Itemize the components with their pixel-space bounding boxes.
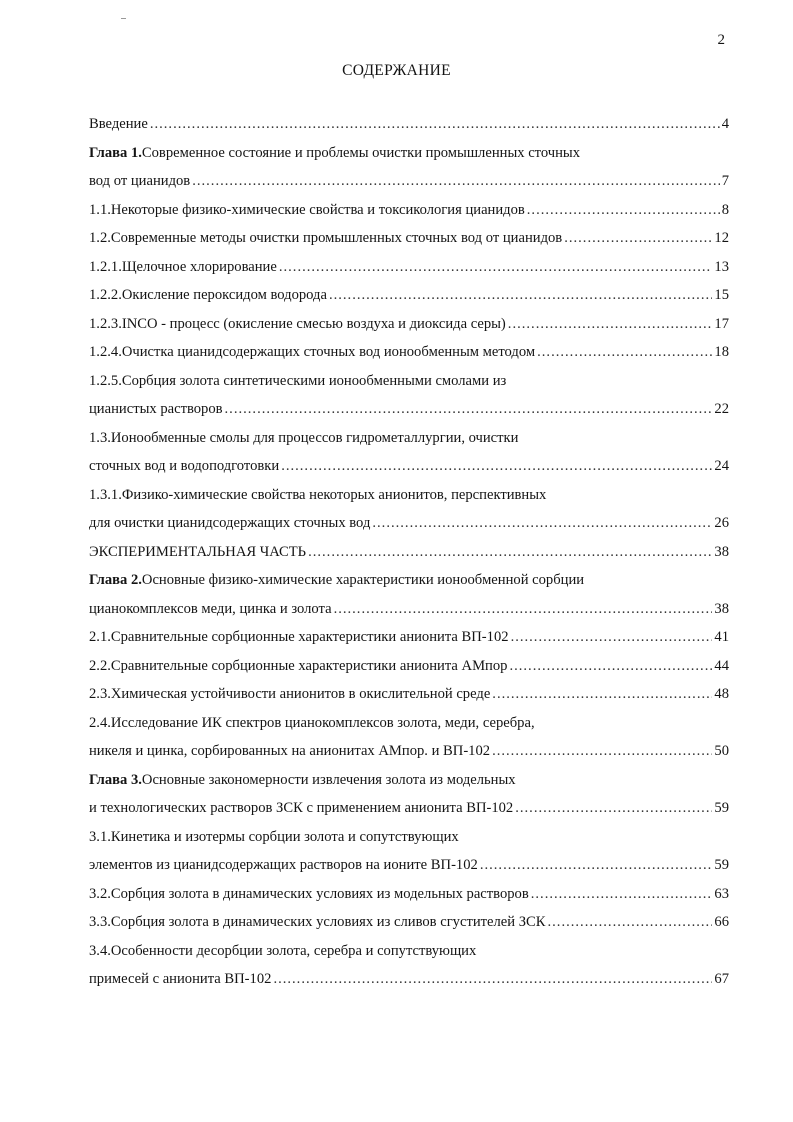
toc-entry: [89, 601, 729, 630]
toc-entry: [89, 772, 729, 801]
dot-leader: [509, 658, 712, 675]
toc-entry: [89, 202, 729, 231]
page-title: СОДЕРЖАНИЕ: [342, 62, 451, 79]
toc-entry-title: 1.2.4.Очистка цианидсодержащих сточных вод ионообменным методом: [89, 344, 536, 360]
toc-page-number: 38: [714, 543, 729, 560]
toc-entry: [89, 230, 729, 259]
toc-entry: [89, 743, 729, 772]
toc-page-number: 59: [714, 800, 729, 816]
toc-entry: [89, 544, 729, 573]
toc-entry: [89, 943, 729, 972]
toc-entry-title: 1.2.Современные методы очистки промышленных сточных вод от цианидов: [89, 230, 563, 246]
toc-entry: [89, 800, 729, 829]
toc-page-number: 24: [714, 458, 729, 474]
toc-entry: [89, 629, 729, 658]
toc-entry-text: [89, 515, 370, 532]
toc-entry-title: 2.4.Исследование ИК спектров цианокомплексов золота, меди, серебра,: [89, 714, 535, 731]
dot-leader: [564, 230, 712, 247]
toc-entry-title: примесей с анионита ВП-102: [89, 971, 272, 987]
toc-entry: [89, 487, 729, 516]
dot-leader: [192, 173, 720, 190]
toc-entry: [89, 259, 729, 288]
toc-entry-title: вод от цианидов: [89, 173, 191, 189]
toc-page-number: 63: [714, 885, 729, 902]
toc-page-number: 7: [721, 173, 729, 189]
toc-entry: [89, 373, 729, 402]
dot-leader: [515, 800, 712, 817]
toc-entry-text: [89, 800, 513, 817]
dot-leader: [281, 458, 712, 475]
toc-entry-title: ЭКСПЕРИМЕНТАЛЬНАЯ ЧАСТЬ: [89, 543, 307, 560]
toc-entry-text: [89, 173, 190, 190]
toc-entry: [89, 686, 729, 715]
toc-entry: [89, 145, 729, 174]
chapter-label: Глава 1.: [89, 144, 142, 161]
toc-entry-text: [89, 430, 518, 447]
dot-leader: [492, 686, 712, 703]
toc-entry-text: [89, 202, 525, 219]
toc-entry-title: и технологических растворов ЗСК с применением анионита ВП-102: [89, 800, 514, 816]
toc-entry: [89, 344, 729, 373]
toc-page-number: 48: [714, 686, 729, 702]
toc-page-number: 22: [714, 401, 729, 417]
toc-page-number: 12: [714, 230, 729, 246]
toc-entry-title: Основные физико-химические характеристики ионообменной сорбции: [141, 572, 585, 588]
toc-entry: [89, 715, 729, 744]
toc-entry-text: [89, 943, 476, 960]
toc-entry-text: [89, 772, 516, 789]
toc-entry-text: [89, 145, 580, 162]
toc-entry-title: 3.1.Кинетика и изотермы сорбции золота и сопутствующих: [89, 828, 459, 845]
dot-leader: [527, 202, 720, 219]
page-number: 2: [717, 32, 725, 48]
toc-page-number: 59: [714, 857, 729, 873]
dot-leader: [492, 743, 712, 760]
toc-entry-text: [89, 259, 277, 276]
toc-page-number: 15: [714, 287, 729, 303]
toc-entry-title: 1.1.Некоторые физико-химические свойства и токсикология цианидов: [89, 201, 525, 218]
toc-entry: [89, 886, 729, 915]
dot-leader: [511, 629, 713, 646]
toc-entry-title: 1.2.3.INCO - процесс (окисление смесью воздуха и диоксида серы): [89, 315, 506, 332]
toc-entry-text: [89, 914, 546, 931]
toc-entry-title: 2.3.Химическая устойчивости анионитов в окислительной среде: [89, 686, 491, 702]
toc-page-number: 66: [714, 914, 729, 930]
toc-entry: [89, 971, 729, 1000]
toc-entry-text: [89, 230, 562, 247]
scan-mark: [121, 18, 126, 19]
dot-leader: [537, 344, 712, 361]
toc-entry-text: [89, 544, 306, 561]
toc-entry-text: [89, 886, 529, 903]
toc-page-number: 13: [714, 258, 729, 275]
toc-entry: [89, 116, 729, 145]
toc-entry-text: [89, 373, 506, 390]
toc-entry-text: [89, 857, 478, 874]
toc-entry: [89, 458, 729, 487]
dot-leader: [480, 857, 713, 874]
toc-entry-title: 3.2.Сорбция золота в динамических условиях из модельных растворов: [89, 885, 529, 902]
chapter-label: Глава 3.: [89, 771, 142, 788]
toc-entry-text: [89, 601, 332, 618]
toc-entry-title: 3.3.Сорбция золота в динамических условиях из сливов сгустителей ЗСК: [89, 914, 546, 930]
toc-entry-text: [89, 743, 490, 760]
toc-page-number: 8: [721, 201, 729, 218]
dot-leader: [329, 287, 712, 304]
dot-leader: [531, 886, 713, 903]
toc-entry: [89, 401, 729, 430]
dot-leader: [548, 914, 713, 931]
toc-entry-text: [89, 458, 279, 475]
toc-page-number: 17: [714, 315, 729, 332]
toc-entry-title: 1.3.1.Физико-химические свойства некоторых анионитов, перспективных: [89, 486, 547, 503]
dot-leader: [273, 971, 712, 988]
toc-entry: [89, 287, 729, 316]
toc-entry: [89, 572, 729, 601]
toc-entry-text: [89, 658, 507, 675]
toc-page-number: 38: [714, 600, 729, 617]
toc-entry: [89, 658, 729, 687]
toc-entry-title: элементов из цианидсодержащих растворов на ионите ВП-102: [89, 857, 478, 873]
toc-entry: [89, 430, 729, 459]
toc-entry-title: 1.2.5.Сорбция золота синтетическими ионообменными смолами из: [89, 372, 507, 389]
toc-entry-title: 1.2.1.Щелочное хлорирование: [89, 258, 277, 275]
table-of-contents: [89, 116, 729, 1000]
toc-entry-text: [89, 715, 535, 732]
toc-entry-text: [89, 116, 148, 133]
toc-page-number: 18: [714, 344, 729, 360]
toc-entry-text: [89, 316, 506, 333]
toc-entry-title: Введение: [89, 116, 148, 132]
toc-entry-text: [89, 686, 490, 703]
toc-entry: [89, 829, 729, 858]
toc-page-number: 41: [714, 629, 729, 645]
toc-entry-title: 1.2.2.Окисление пероксидом водорода: [89, 287, 327, 303]
dot-leader: [279, 259, 713, 276]
toc-entry-title: цианистых растворов: [89, 401, 223, 417]
dot-leader: [225, 401, 713, 418]
toc-entry: [89, 857, 729, 886]
dot-leader: [508, 316, 713, 333]
toc-entry: [89, 515, 729, 544]
toc-entry-text: [89, 487, 546, 504]
toc-page-number: 4: [721, 116, 729, 132]
toc-entry: [89, 173, 729, 202]
toc-entry-title: 1.3.Ионообменные смолы для процессов гидрометаллургии, очистки: [89, 429, 519, 446]
toc-entry-title: цианокомплексов меди, цинка и золота: [89, 600, 332, 617]
toc-entry-title: никеля и цинка, сорбированных на анионитах АМпор. и ВП-102: [89, 743, 491, 759]
toc-page-number: 50: [714, 743, 729, 759]
toc-entry-title: 2.2.Сравнительные сорбционные характеристики анионита АМпор: [89, 657, 508, 674]
toc-entry-text: [89, 344, 535, 361]
chapter-label: Глава 2.: [89, 572, 142, 588]
toc-page-number: 44: [714, 657, 729, 674]
toc-page-number: 67: [714, 971, 729, 987]
toc-entry: [89, 914, 729, 943]
dot-leader: [334, 601, 713, 618]
toc-entry-title: Современное состояние и проблемы очистки промышленных сточных: [141, 144, 581, 161]
dot-leader: [372, 515, 712, 532]
toc-entry-title: сточных вод и водоподготовки: [89, 458, 280, 474]
toc-entry-text: [89, 287, 327, 304]
toc-entry-text: [89, 971, 271, 988]
toc-entry: [89, 316, 729, 345]
toc-entry-title: 3.4.Особенности десорбции золота, серебра и сопутствующих: [89, 942, 477, 959]
toc-entry-title: 2.1.Сравнительные сорбционные характеристики анионита ВП-102: [89, 629, 509, 645]
toc-page-number: 26: [714, 515, 729, 531]
dot-leader: [308, 544, 712, 561]
toc-entry-text: [89, 572, 584, 589]
toc-entry-text: [89, 829, 459, 846]
dot-leader: [150, 116, 720, 133]
toc-entry-title: для очистки цианидсодержащих сточных вод: [89, 515, 371, 531]
toc-entry-text: [89, 629, 509, 646]
toc-entry-text: [89, 401, 223, 418]
toc-entry-title: Основные закономерности извлечения золота из модельных: [141, 771, 516, 788]
